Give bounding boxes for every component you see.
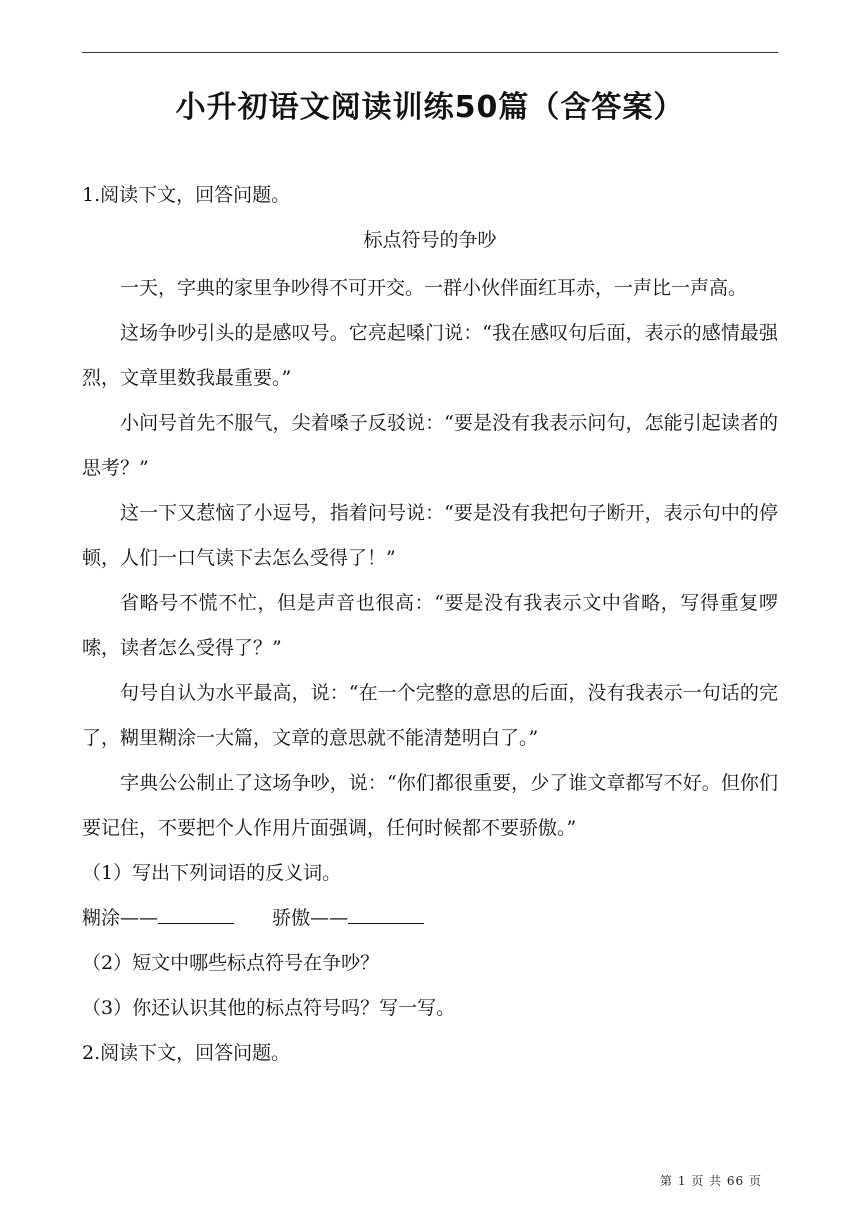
question-2-heading: 2.阅读下文，回答问题。 bbox=[82, 1042, 291, 1064]
question-1-heading: 1.阅读下文，回答问题。 bbox=[82, 184, 291, 206]
paragraph-2: 这场争吵引头的是感叹号。它亮起嗓门说：“我在感叹句后面，表示的感情最强烈，文章里数我最重要。” bbox=[82, 322, 778, 389]
sub-question-2: （2）短文中哪些标点符号在争吵？ bbox=[82, 952, 380, 974]
paragraph-7: 字典公公制止了这场争吵，说：“你们都很重要，少了谁文章都写不好。但你们要记住，不要把个人作用片面强调，任何时候都不要骄傲。” bbox=[82, 772, 778, 839]
sub-question-3: （3）你还认识其他的标点符号吗？写一写。 bbox=[82, 997, 456, 1019]
document-title: 小升初语文阅读训练50篇（含答案） bbox=[175, 90, 685, 125]
antonym-row bbox=[82, 896, 778, 941]
sub-question-1: （1）写出下列词语的反义词。 bbox=[82, 862, 342, 884]
antonym-word-2: 骄傲—— bbox=[272, 907, 349, 929]
paragraph-4: 这一下又惹恼了小逗号，指着问号说：“要是没有我把句子断开，表示句中的停顿，人们一口气读下去怎么受得了！” bbox=[82, 502, 778, 569]
passage-title: 标点符号的争吵 bbox=[363, 229, 497, 251]
paragraph-1: 一天，字典的家里争吵得不可开交。一群小伙伴面红耳赤，一声比一声高。 bbox=[120, 277, 748, 299]
paragraph-6: 句号自认为水平最高，说：“在一个完整的意思的后面，没有我表示一句话的完了，糊里糊涂一大篇，文章的意思就不能清楚明白了。” bbox=[82, 682, 778, 749]
answer-blank-1[interactable] bbox=[158, 905, 234, 924]
paragraph-3: 小问号首先不服气，尖着嗓子反驳说：“要是没有我表示问句，怎能引起读者的思考？” bbox=[82, 412, 778, 479]
answer-blank-2[interactable] bbox=[348, 905, 424, 924]
antonym-word-1: 糊涂—— bbox=[82, 907, 159, 929]
page-number: 第 1 页 共 66 页 bbox=[660, 1174, 762, 1188]
header-rule bbox=[82, 52, 778, 53]
paragraph-5: 省略号不慌不忙，但是声音也很高：“要是没有我表示文中省略，写得重复啰嗦，读者怎么受得了？” bbox=[82, 592, 778, 659]
document-body bbox=[82, 176, 778, 1076]
